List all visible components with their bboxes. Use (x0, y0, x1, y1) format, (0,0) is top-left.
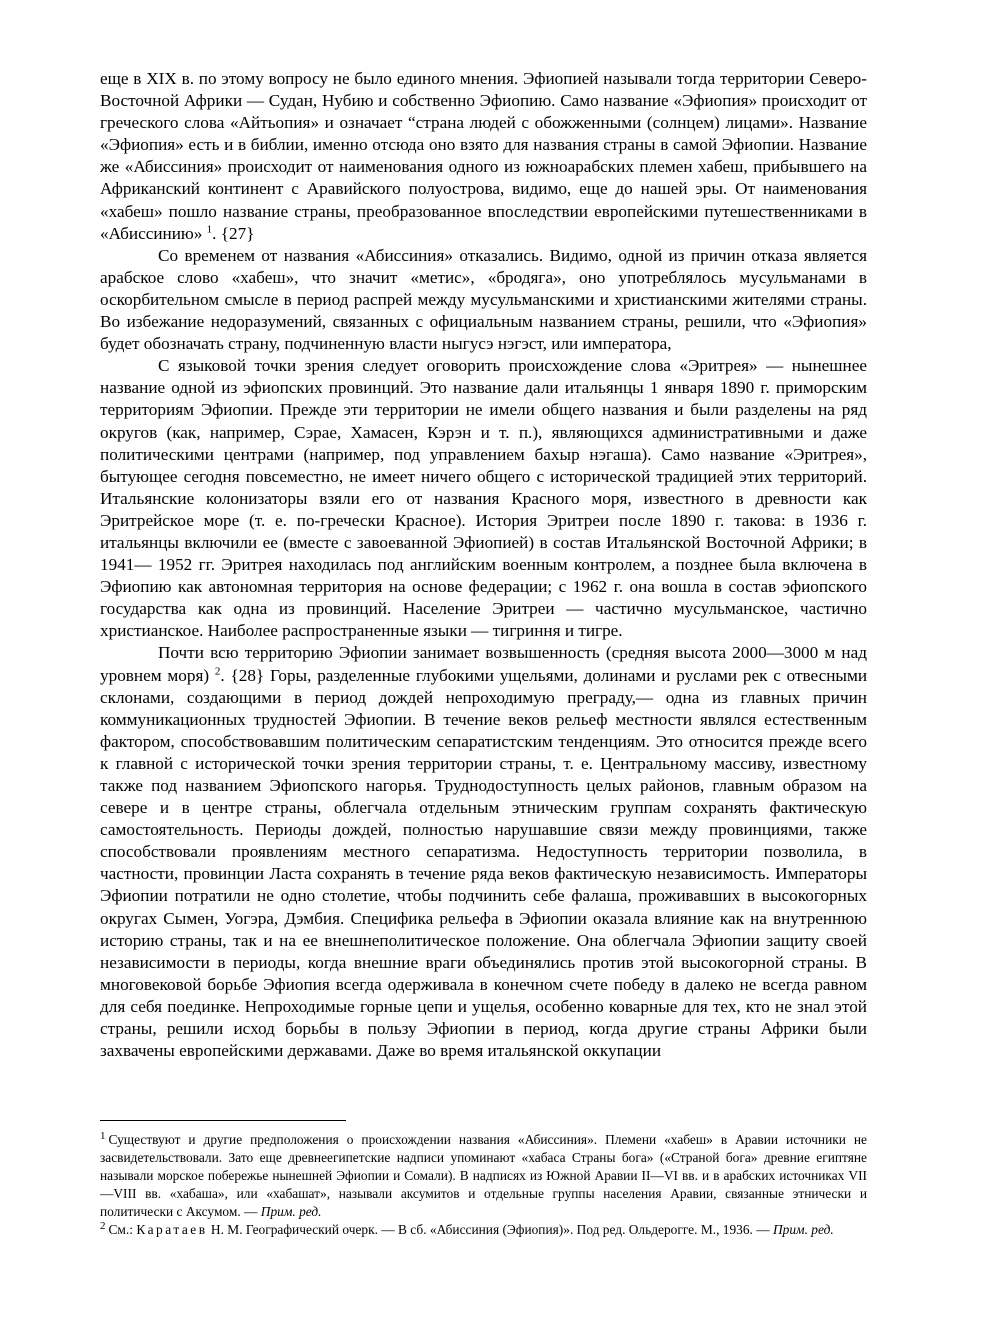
paragraph-4 (100, 642, 867, 1062)
footnote-author: Каратаев (136, 1222, 208, 1237)
footnote-prefix: См.: (108, 1222, 133, 1237)
footnote-2 (100, 1221, 867, 1239)
footnote-1 (100, 1131, 867, 1221)
footnote-number: 2 (100, 1219, 106, 1232)
footnote-reference-1[interactable]: 1 (206, 222, 213, 235)
page-body (100, 68, 867, 1062)
footnote-divider (100, 1120, 346, 1121)
paragraph-tail: . {28} Горы, разделенные глубокими ущельями, долинами и руслами рек с отвесными склонами, создающими в период дождей непроходимую преграду,— одна из главных причин коммуникационных трудностей Эфиопии. В течение веков рельеф местности являлся естественным фактором, способствовавшим политическим сепаратистским тенденциям. Это относится прежде всего к главной с исторической точки зрения территории страны, т. е. Центральному массиву, известному также под названием Эфиопского нагорья. Труднодоступность целых районов, главным образом на севере и в центре страны, облегчала отдельным этническим группам сохранять фактическую самостоятельность. Периоды дождей, полностью нарушавшие связи между провинциями, также способствовали проявлениям местного сепаратизма. Недоступность территории позволила, в частности, провинции Ласта сохранять в течение ряда веков фактическую независимость. Императоры Эфиопии потратили не одно столетие, чтобы подчинить себе фалаша, проживавших в высокогорных округах Сымен, Уогэра, Дэмбия. Специфика рельефа в Эфиопии оказала влияние как на внутреннюю историю страны, так и на ее внешнеполитическое положение. Она облегчала Эфиопии защиту своей независимости в периоды, когда внешние враги объединялись против этой высокогорной страны. В многовековой борьбе Эфиопия всегда одерживала в конечном счете победу в далеко не всегда равном для себя поединке. Непроходимые горные цепи и ущелья, особенно коварные для тех, кто не знал этой страны, решили исход борьбы в пользу Эфиопии в период, когда другие страны Африки были захвачены европейскими державами. Даже во время итальянской оккупации (100, 665, 868, 1061)
paragraph-text: Почти всю территорию Эфиопии занимает возвышенность (средняя высота 2000—3000 м над уровнем моря) (100, 643, 867, 685)
paragraph-2 (100, 245, 867, 355)
paragraph-text: С языковой точки зрения следует оговорить происхождение слова «Эритрея» — нынешнее название одной из эфиопских провинций. Это название дали итальянцы 1 января 1890 г. приморским территориям Эфиопии. Прежде эти территории не имели общего названия и были разделены на ряд округов (как, например, Сэрае, Хамасен, Кэрэн и т. п.), являющихся административными и даже политическими центрами (например, под управлением бахыр нэгаша). Само название «Эритрея», бытующее сегодня повсеместно, не имеет ничего общего с исторической традицией этих территорий. Итальянские колонизаторы взяли его от названия Красного моря, известного в древности как Эритрейское море (т. е. по-гречески Красное). История Эритреи после 1890 г. такова: в 1936 г. итальянцы включили ее (вместе с завоеванной Эфиопией) в состав Итальянской Восточной Африки; в 1941— 1952 гг. Эритрея находилась под английским военным контролем, а позднее была включена в Эфиопию как автономная территория на основе федерации; с 1962 г. она вошла в состав эфиопского государства как одна из провинций. Население Эритреи — частично мусульманское, частично христианское. Наиболее распространенные языки — тигриння и тигре. (100, 356, 867, 641)
footnote-reference-2[interactable]: 2 (214, 664, 221, 677)
footnote-number: 1 (100, 1129, 106, 1142)
footnote-source: Прим. ред. (260, 1204, 322, 1219)
paragraph-text: Со временем от названия «Абиссиния» отказались. Видимо, одной из причин отказа является арабское слово «хабеш», что значит «метис», «бродяга», оно употреблялось мусульманами в оскорбительном смысле в период распрей между мусульманскими и христианскими жителями страны. Во избежание недоразумений, связанных с официальным названием страны, решили, что «Эфиопия» будет обозначать страну, подчиненную власти ныгусэ нэгэст, или императора, (100, 245, 867, 354)
paragraph-text: еще в XIX в. по этому вопросу не было единого мнения. Эфиопией называли тогда территории Северо-Восточной Африки — Судан, Нубию и собственно Эфиопию. Само название «Эфиопия» происходит от греческого слова «Айтьопия» и означает “страна людей с обожженными (солнцем) лицами». Название «Эфиопия» есть и в библии, именно отсюда оно взято для названия страны в самой Эфиопии. Название же «Абиссиния» происходит от наименования одного из южноарабских племен хабеш, прибывшего на Африканский континент с Аравийского полуострова, видимо, еще до нашей эры. От наименования «хабеш» пошло название страны, преобразованное впоследствии европейскими путешественниками в «Абиссинию» (100, 69, 867, 243)
paragraph-1 (100, 68, 867, 245)
footnotes-section (100, 1120, 867, 1239)
footnote-source: Прим. ред. (773, 1222, 834, 1237)
footnote-text: Н. М. Географический очерк. — В сб. «Абиссиния (Эфиопия)». Под ред. Ольдерогге. М., 1936. — (210, 1222, 770, 1237)
paragraph-3 (100, 355, 867, 642)
paragraph-tail: . {27} (212, 223, 255, 243)
footnote-text: Существуют и другие предположения о происхождении названия «Абиссиния». Племени «хабеш» в Аравии источники не засвидетельствовали. Зато еще древнеегипетские надписи упоминают «хабаса Страны бога» («Страной бога» древние египтяне называли морское побережье нынешней Эфиопии и Сомали). В надписях из Южной Аравии II—VI вв. и в арабских источниках VII—VIII вв. «хабаша», или «хабашат», называли аксумитов и отдельные группы населения Аравии, связанные этнически и политически с Аксумом. — (100, 1132, 867, 1219)
